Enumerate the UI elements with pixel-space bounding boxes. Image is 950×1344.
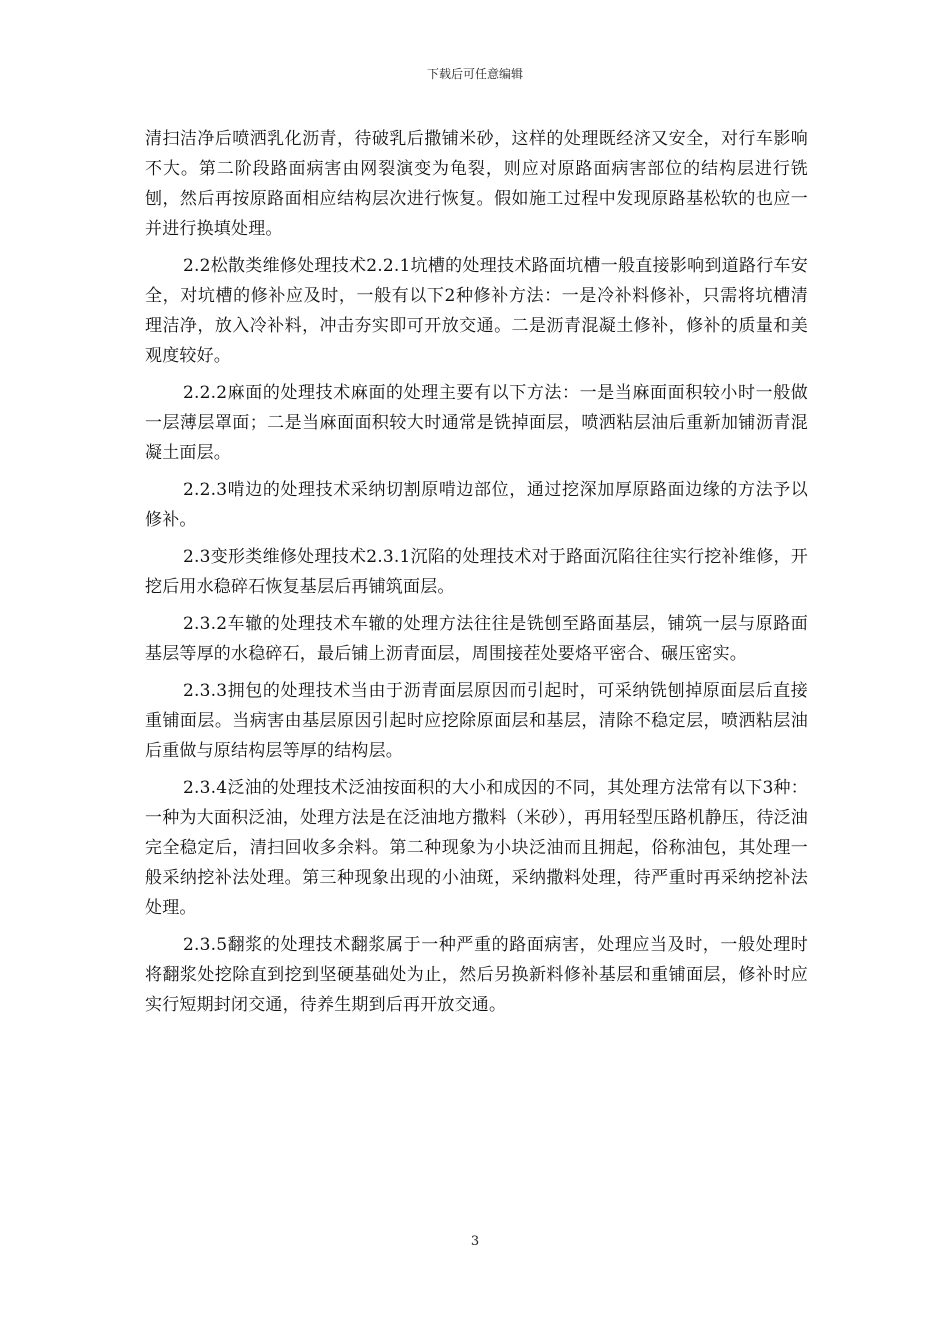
paragraph-3: 2.2.2麻面的处理技术麻面的处理主要有以下方法：一是当麻面面积较小时一般做一层薄层罩面；二是当麻面面积较大时通常是铣掉面层，喷洒粘层油后重新加铺沥青混凝土面层。 [145, 383, 808, 463]
paragraph-9: 2.3.5翻浆的处理技术翻浆属于一种严重的路面病害，处理应当及时，一般处理时将翻浆处挖除直到挖到坚硬基础处为止，然后另换新料修补基层和重铺面层，修补时应实行短期封闭交通，待养生期到后再开放交通。 [145, 935, 808, 1015]
paragraph-2: 2.2松散类维修处理技术2.2.1坑槽的处理技术路面坑槽一般直接影响到道路行车安全，对坑槽的修补应及时，一般有以下2种修补方法：一是冷补料修补，只需将坑槽清理洁净，放入冷补料，冲击夯实即可开放交通。二是沥青混凝土修补，修补的质量和美观度较好。 [145, 256, 808, 366]
document-body [145, 124, 808, 1027]
paragraph-8: 2.3.4泛油的处理技术泛油按面积的大小和成因的不同，其处理方法常有以下3种：一种为大面积泛油，处理方法是在泛油地方撒料（米砂），再用轻型压路机静压，待泛油完全稳定后，清扫回收多余料。第二种现象为小块泛油而且拥起，俗称油包，其处理一般采纳挖补法处理。第三种现象出现的小油斑，采纳撒料处理，待严重时再采纳挖补法处理。 [145, 778, 808, 918]
page-header: 下载后可任意编辑 [426, 67, 523, 81]
paragraph-1: 清扫洁净后喷洒乳化沥青，待破乳后撒铺米砂，这样的处理既经济又安全，对行车影响不大。第二阶段路面病害由网裂演变为龟裂，则应对原路面病害部位的结构层进行铣刨，然后再按原路面相应结构层次进行恢复。假如施工过程中发现原路基松软的也应一并进行换填处理。 [145, 129, 808, 239]
page-number: 3 [470, 1234, 480, 1249]
paragraph-7: 2.3.3拥包的处理技术当由于沥青面层原因而引起时，可采纳铣刨掉原面层后直接重铺面层。当病害由基层原因引起时应挖除原面层和基层，清除不稳定层，喷洒粘层油后重做与原结构层等厚的结构层。 [145, 681, 808, 761]
paragraph-6: 2.3.2车辙的处理技术车辙的处理方法往往是铣刨至路面基层，铺筑一层与原路面基层等厚的水稳碎石，最后铺上沥青面层，周围接茬处要烙平密合、碾压密实。 [145, 614, 808, 664]
paragraph-4: 2.2.3啃边的处理技术采纳切割原啃边部位，通过挖深加厚原路面边缘的方法予以修补。 [145, 480, 808, 530]
paragraph-5: 2.3变形类维修处理技术2.3.1沉陷的处理技术对于路面沉陷往往实行挖补维修，开挖后用水稳碎石恢复基层后再铺筑面层。 [145, 547, 808, 597]
